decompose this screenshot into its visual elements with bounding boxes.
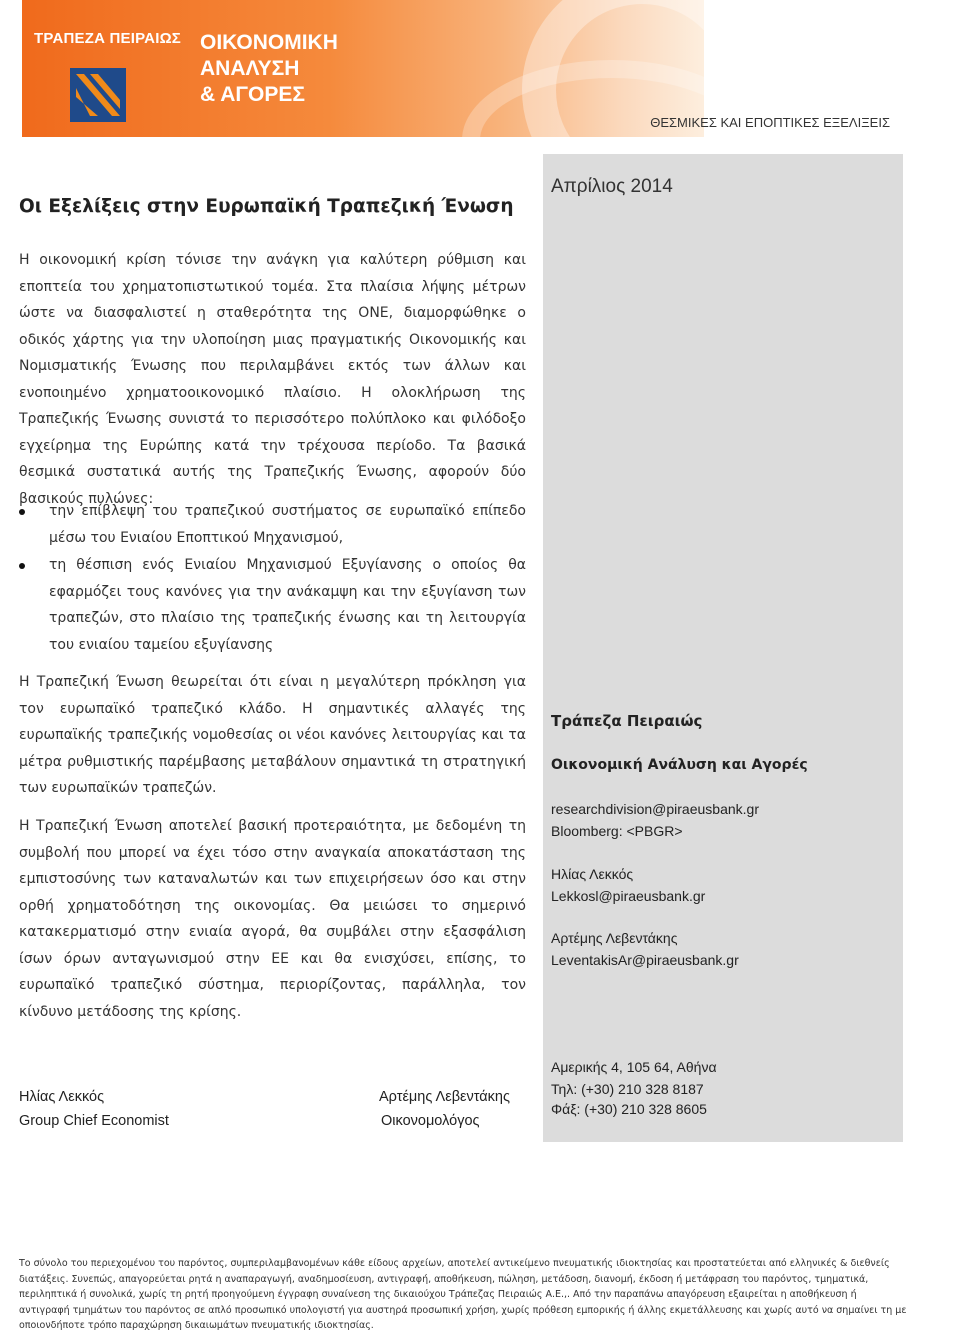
- bullet-icon: [19, 509, 25, 515]
- body-paragraph: Η οικονομική κρίση τόνισε την ανάγκη για καλύτερη ρύθμιση και εποπτεία του χρηματοπιστωτικού τομέα. Στα πλαίσια λήψης μέτρων ώστε να διασφαλιστεί η σταθερότητα της ΟΝΕ, διαμορφώθηκε ο οδικός χάρτης για την υλοποίηση μιας πραγματικής Οικονομικής και Νομισματικής Ένωσης που περιλαμβάνει εκτός των άλλων και ενοποιημένο χρηματοοικονομικό πλαίσιο. Η ολοκλήρωση της Τραπεζικής Ένωσης συνιστά το περισσότερο πολύπλοκο και φιλόδοξο εγχείρημα της Ευρώπης κατά την τρέχουσα περίοδο. Τα βασικά θεσμικά συστατικά αυτής της Τραπεζικής Ένωσης, αφορούν δύο βασικούς πυλώνες:: [19, 252, 526, 507]
- org-name: Τράπεζα Πειραιώς: [551, 712, 703, 730]
- bloomberg-code: Bloomberg: <PBGR>: [551, 823, 683, 839]
- bank-name: ΤΡΑΠΕΖΑ ΠΕΙΡΑΙΩΣ: [34, 30, 182, 47]
- contact-email[interactable]: LeventakisAr@piraeusbank.gr: [551, 952, 739, 968]
- phone: Τηλ: (+30) 210 328 8187: [551, 1081, 704, 1097]
- copyright-disclaimer: Το σύνολο του περιεχομένου του παρόντος, συμπεριλαμβανομένων κάθε είδους αρχείων, αποτελεί αντικείμενο πνευματικής ιδιοκτησίας και προστατεύεται από ελληνικές & διεθνείς διατάξεις. Συνεπώς, απαγορεύεται ρητά η αναπαραγωγή, αναδημοσίευση, αντιγραφή, αποθήκευση, πώληση, μετάδοση, διανομή, έκδοση ή μετάφραση του παρόντος, τμηματικά, περιληπτικά ή συνολικά, χωρίς τη ρητή προηγούμενη έγγραφη συναίνεση της δικαιούχου Τράπεζας Πειραιώς Α.Ε.,. Από την παραπάνω απαγόρευση εξαιρείται η αποθήκευση ή αντιγραφή τμημάτων του παρόντος σε απλό προσωπικό υπολογιστή για αυστηρά προσωπική χρήση, χωρίς πρόθεση εμπορικής ή άλλης εκμετάλλευσης και χωρίς αυτό να σημαίνει τη με οποιονδήποτε τρόπο παραχώρηση δικαιωμάτων πνευματικής ιδιοκτησίας.: [19, 1258, 907, 1331]
- body-paragraph: Η Τραπεζική Ένωση θεωρείται ότι είναι η μεγαλύτερη πρόκληση για τον ευρωπαϊκό τραπεζικό κλάδο. Η σημαντικές αλλαγές της ευρωπαϊκής τραπεζικής νομοθεσίας οι νέοι κανόνες λειτουργίας και τα μέτρα ρυθμιστικής παρέμβασης μεταβάλουν σημαντικά τη στρατηγική των ευρωπαϊκών τραπεζών.: [19, 674, 526, 796]
- logo-stripes-icon: [70, 68, 126, 122]
- bullet-item: [19, 552, 526, 658]
- bullet-text: την επίβλεψη του τραπεζικού συστήματος σε ευρωπαϊκό επίπεδο μέσω του Ενιαίου Εποπτικού Μηχανισμού,: [49, 503, 526, 546]
- bank-logo-icon: [70, 68, 126, 122]
- body-paragraph: Η Τραπεζική Ένωση αποτελεί βασική προτεραιότητα, με δεδομένη τη συμβολή που μπορεί να έχει τόσο στην αναγκαία αποκατάσταση της εμπιστοσύνης των καταναλωτών και των επιχειρήσεων όσο και στην ορθή χρηματοδότηση της οικονομίας. Θα μειώσει το σημερινό κατακερματισμό στην ενιαία αγορά, θα συμβάλει στην εξασφάλιση ίσων όρων ανταγωνισμού στην ΕΕ και θα ενισχύσει, επίσης, το ευρωπαϊκό τραπεζικό σύστημα, περιορίζοντας, παράλληλα, τον κίνδυνο μετάδοσης της κρίσης.: [19, 818, 526, 1020]
- bullet-text: τη θέσπιση ενός Ενιαίου Μηχανισμού Εξυγίανσης ο οποίος θα εφαρμόζει τους κανόνες για την ανάκαμψη και την εξυγίανση των τραπεζών, στο πλαίσιο της τραπεζικής ένωσης και τη λειτουργία του ενιαίου ταμείου εξυγίανσης: [49, 557, 526, 653]
- header-banner: [22, 0, 704, 137]
- department-name: Οικονομική Ανάλυση και Αγορές: [551, 757, 808, 773]
- fax: Φάξ: (+30) 210 328 8605: [551, 1101, 707, 1117]
- section-label: ΘΕΣΜΙΚΕΣ ΚΑΙ ΕΠΟΠΤΙΚΕΣ ΕΞΕΛΙΞΕΙΣ: [650, 115, 890, 130]
- signature-name: Αρτέμης Λεβεντάκης: [379, 1089, 510, 1105]
- bullet-icon: [19, 563, 25, 569]
- banner-title: [200, 30, 338, 108]
- sidebar-panel: [543, 154, 903, 1142]
- banner-title-line: ΟΙΚΟΝΟΜΙΚΗ: [200, 31, 338, 54]
- research-email[interactable]: researchdivision@piraeusbank.gr: [551, 801, 759, 817]
- banner-title-line: & ΑΓΟΡΕΣ: [200, 83, 305, 106]
- signature-role: Οικονομολόγος: [381, 1113, 480, 1129]
- bullet-item: [19, 498, 526, 551]
- contact-name: Αρτέμης Λεβεντάκης: [551, 930, 678, 946]
- page-title: Οι Εξελίξεις στην Ευρωπαϊκή Τραπεζική Ένωση: [19, 196, 514, 217]
- address: Αμερικής 4, 105 64, Αθήνα: [551, 1059, 717, 1075]
- publication-date: Απρίλιος 2014: [551, 176, 673, 197]
- signature-role: Group Chief Economist: [19, 1113, 169, 1129]
- contact-email[interactable]: Lekkosl@piraeusbank.gr: [551, 888, 706, 904]
- banner-title-line: ΑΝΑΛΥΣΗ: [200, 57, 300, 80]
- contact-name: Ηλίας Λεκκός: [551, 866, 634, 882]
- signature-name: Ηλίας Λεκκός: [19, 1089, 105, 1105]
